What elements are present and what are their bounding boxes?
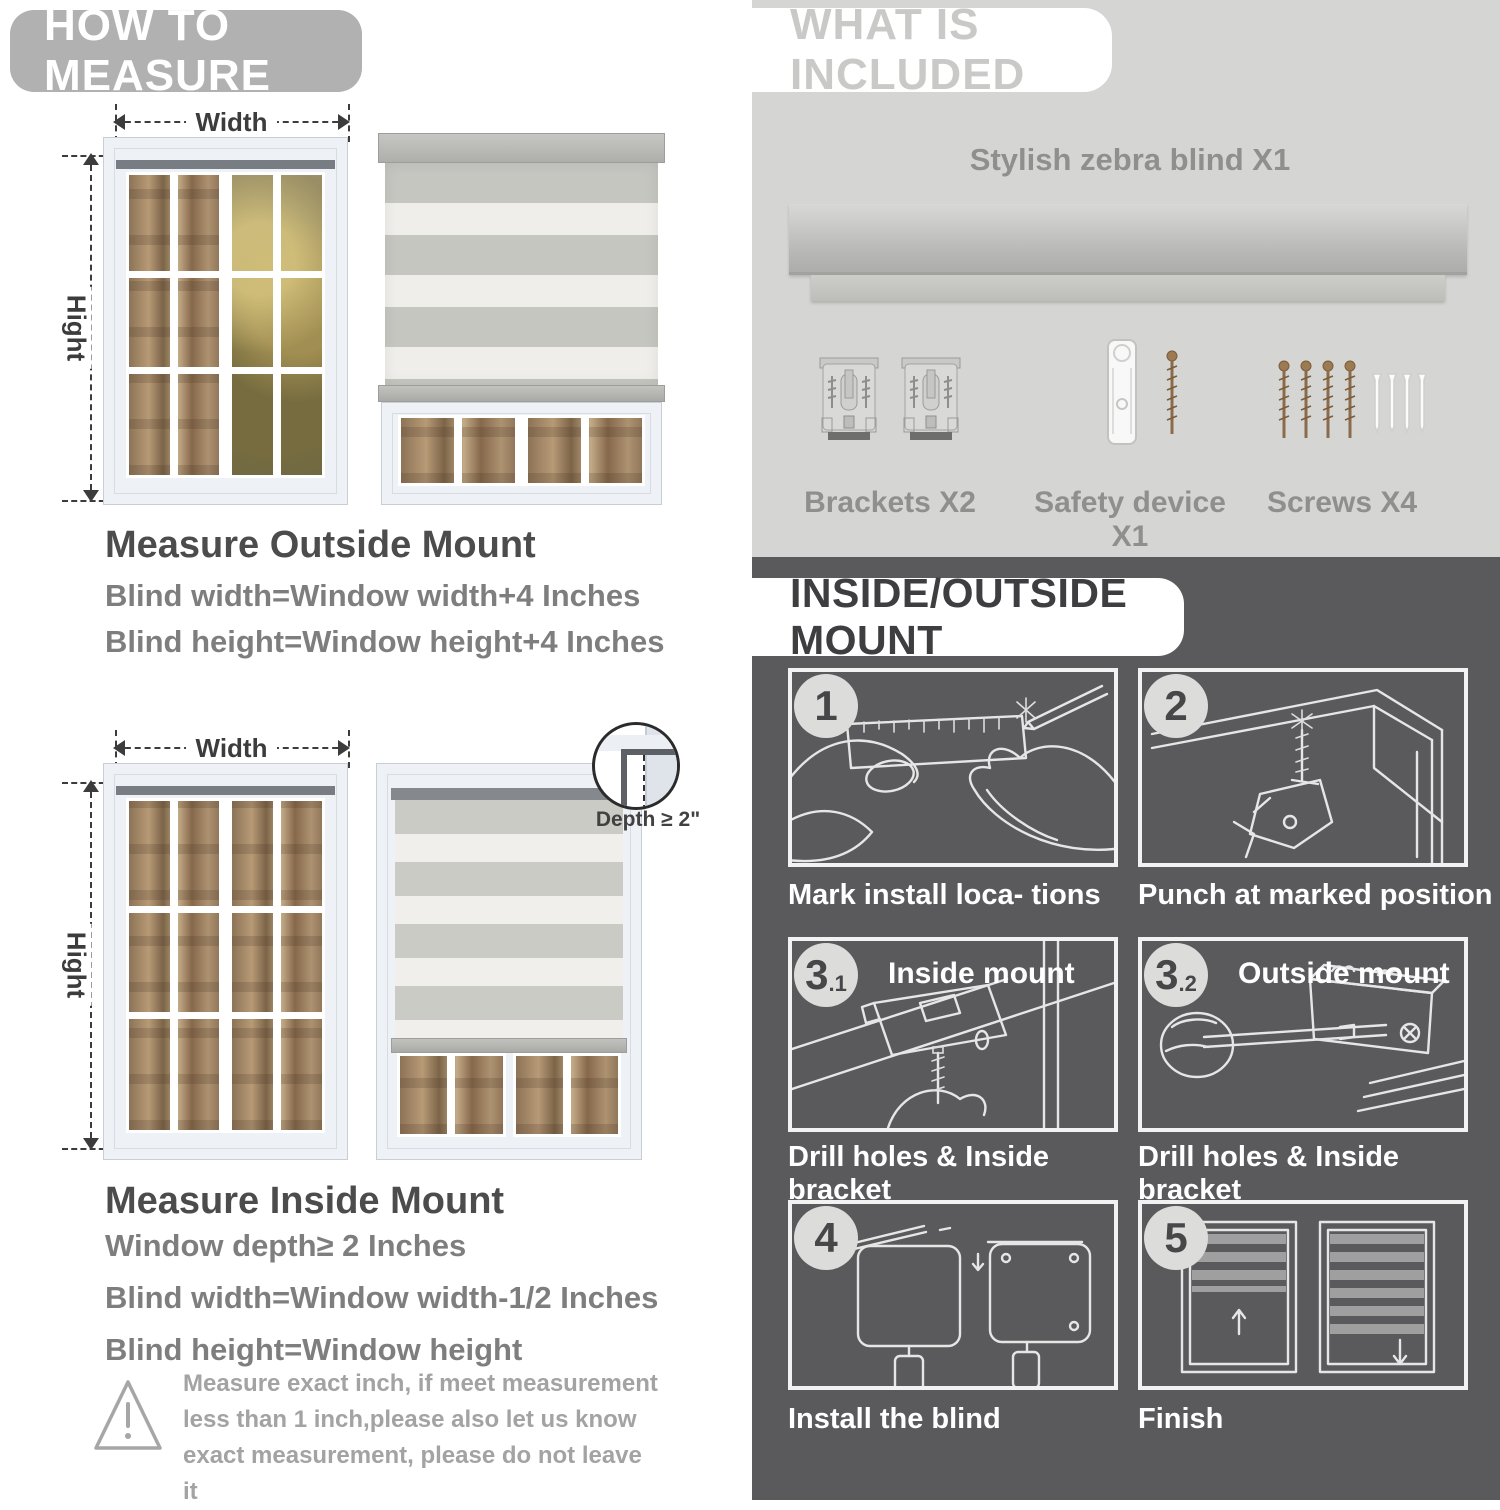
step-box-3-2 <box>1138 937 1468 1132</box>
step-box-2 <box>1138 668 1468 867</box>
outside-mount-line1: Blind width=Window width+4 Inches <box>105 578 641 613</box>
inside-outside-mount-header: INSIDE/OUTSIDE MOUNT <box>752 578 1184 656</box>
window-sliver <box>381 402 662 505</box>
window-pane <box>126 798 222 1133</box>
step-badge: 5 <box>1144 1206 1208 1270</box>
zebra-blind <box>395 800 623 1038</box>
height-arrow-outside <box>61 155 92 500</box>
step-box-4 <box>788 1200 1118 1390</box>
inside-mount-line2: Blind width=Window width-1/2 Inches <box>105 1280 659 1315</box>
safety-device-icon <box>1100 338 1144 448</box>
bracket-icon <box>898 350 964 446</box>
step-badge: 3 .2 <box>1144 943 1208 1007</box>
zebra-blind-product-rail <box>811 275 1445 301</box>
blind-bottom-rail <box>378 385 665 402</box>
width-arrow-inside <box>115 733 348 763</box>
window-pane <box>229 172 325 478</box>
screws-label: Screws X4 <box>1266 486 1418 519</box>
inside-mount-line3: Blind height=Window height <box>105 1332 523 1367</box>
blind-bottom-rail <box>391 1038 627 1053</box>
how-to-measure-header: HOW TO MEASURE <box>10 10 362 92</box>
window-illustration-inside <box>103 763 348 1160</box>
step-box-1 <box>788 668 1118 867</box>
step-badge: 1 <box>794 674 858 738</box>
window-pane <box>398 415 518 486</box>
step-caption-4: Install the blind <box>788 1403 1001 1435</box>
width-arrow-outside <box>115 107 348 137</box>
screws-icon <box>1276 358 1426 444</box>
step-box-5 <box>1138 1200 1468 1390</box>
guide-line <box>348 730 350 768</box>
blind-cassette <box>378 133 665 163</box>
safety-device-label: Safety device X1 <box>1034 486 1226 553</box>
step-caption-3-2: Drill holes & Inside bracket <box>1138 1141 1400 1206</box>
step-title-outside-mount: Outside mount <box>1238 957 1450 990</box>
zebra-blind-product <box>789 204 1467 275</box>
step-caption-2: Punch at marked position <box>1138 879 1493 911</box>
blind-cassette <box>391 788 627 800</box>
step-badge: 2 <box>1144 674 1208 738</box>
height-label: Hight <box>61 286 92 368</box>
window-pane <box>397 1053 506 1137</box>
bracket-icon <box>816 350 882 446</box>
height-label: Hight <box>61 924 92 1006</box>
outside-mount-line2: Blind height=Window height+4 Inches <box>105 624 665 659</box>
window-pane <box>525 415 645 486</box>
step-title-inside-mount: Inside mount <box>888 957 1075 990</box>
warning-triangle-icon <box>92 1374 164 1456</box>
step-badge: 3 .1 <box>794 943 858 1007</box>
window-top-rail <box>116 786 335 795</box>
measure-note: Measure exact inch, if meet measurement less than 1 inch,please also let us know exact measurement, please do not leave it <box>183 1370 658 1505</box>
zebra-blind-illustration <box>385 163 658 385</box>
window-pane <box>229 798 325 1133</box>
window-illustration-outside <box>103 137 348 505</box>
window-top-rail <box>116 160 335 169</box>
blind-included-label: Stylish zebra blind X1 <box>969 142 1291 177</box>
height-arrow-inside <box>61 782 92 1148</box>
guide-line <box>348 104 350 142</box>
width-label: Width <box>186 733 278 764</box>
step-caption-3-1: Drill holes & Inside bracket <box>788 1141 1050 1206</box>
what-is-included-header: WHAT IS INCLUDED <box>752 8 1112 92</box>
depth-note: Depth ≥ 2" <box>595 808 701 831</box>
outside-mount-title: Measure Outside Mount <box>105 524 536 566</box>
inside-mount-line1: Window depth≥ 2 Inches <box>105 1228 467 1263</box>
inside-mount-title: Measure Inside Mount <box>105 1180 505 1222</box>
step-badge: 4 <box>794 1206 858 1270</box>
window-pane <box>513 1053 622 1137</box>
step-caption-1: Mark install loca- tions <box>788 879 1101 911</box>
step-box-3-1 <box>788 937 1118 1132</box>
step-caption-5: Finish <box>1138 1403 1224 1435</box>
depth-detail-magnifier <box>592 722 680 810</box>
screw-icon <box>1164 350 1180 440</box>
brackets-label: Brackets X2 <box>804 486 976 519</box>
window-pane <box>126 172 222 478</box>
width-label: Width <box>186 107 278 138</box>
